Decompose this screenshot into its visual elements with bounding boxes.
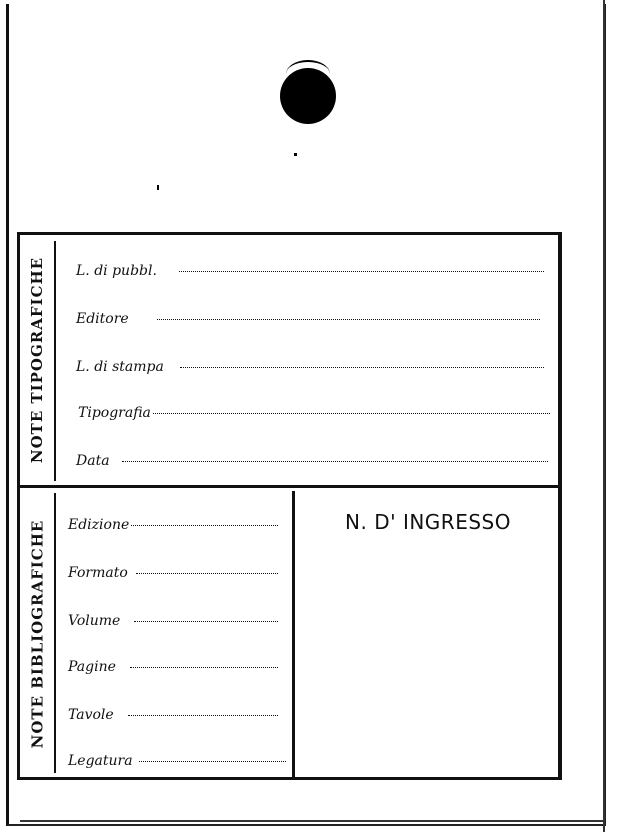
dotted-line bbox=[130, 666, 278, 668]
punch-hole bbox=[280, 68, 336, 124]
field-label: Legatura bbox=[68, 753, 133, 769]
field-tipografia[interactable] bbox=[78, 405, 550, 421]
field-label: Pagine bbox=[68, 659, 116, 675]
field-luogo-pubblicazione[interactable] bbox=[76, 263, 544, 279]
field-data[interactable] bbox=[76, 453, 548, 469]
typography-label-divider bbox=[54, 241, 56, 481]
field-label: Edizione bbox=[68, 517, 130, 533]
record-frame bbox=[17, 232, 562, 780]
dotted-line bbox=[134, 620, 278, 622]
speck bbox=[157, 185, 159, 190]
field-formato[interactable] bbox=[68, 565, 278, 581]
field-label: Tavole bbox=[68, 707, 114, 723]
field-label: Data bbox=[76, 453, 110, 469]
field-tavole[interactable] bbox=[68, 707, 278, 723]
ingresso-number-label: N. D' INGRESSO bbox=[345, 510, 511, 534]
section-divider bbox=[20, 485, 558, 488]
field-editore[interactable] bbox=[76, 311, 540, 327]
section-typography-title-box bbox=[20, 235, 54, 485]
speck bbox=[294, 153, 297, 156]
card-edge bbox=[603, 0, 605, 832]
dotted-line bbox=[180, 366, 544, 368]
field-edizione[interactable] bbox=[68, 517, 278, 533]
dotted-line bbox=[139, 760, 286, 762]
ingresso-divider bbox=[292, 491, 295, 779]
dotted-line bbox=[128, 714, 278, 716]
field-volume[interactable] bbox=[68, 613, 278, 629]
section-typography-title: NOTE TIPOGRAFICHE bbox=[28, 256, 46, 464]
bibliography-label-divider bbox=[54, 493, 56, 773]
section-bibliography-title-box bbox=[20, 491, 54, 777]
field-pagine[interactable] bbox=[68, 659, 278, 675]
field-label: Tipografia bbox=[78, 405, 151, 421]
field-label: Volume bbox=[68, 613, 121, 629]
field-label: Formato bbox=[68, 565, 128, 581]
section-bibliography-title: NOTE BIBLIOGRAFICHE bbox=[28, 519, 47, 749]
dotted-line bbox=[179, 270, 544, 272]
field-legatura[interactable] bbox=[68, 753, 286, 769]
field-luogo-stampa[interactable] bbox=[76, 359, 544, 375]
dotted-line bbox=[157, 318, 540, 320]
dotted-line bbox=[122, 460, 548, 462]
dotted-line bbox=[153, 412, 550, 414]
field-label: L. di stampa bbox=[76, 359, 164, 375]
field-label: L. di pubbl. bbox=[76, 263, 157, 279]
dotted-line bbox=[131, 524, 278, 526]
field-label: Editore bbox=[76, 311, 129, 327]
dotted-line bbox=[136, 572, 278, 574]
bottom-edge bbox=[20, 820, 605, 822]
